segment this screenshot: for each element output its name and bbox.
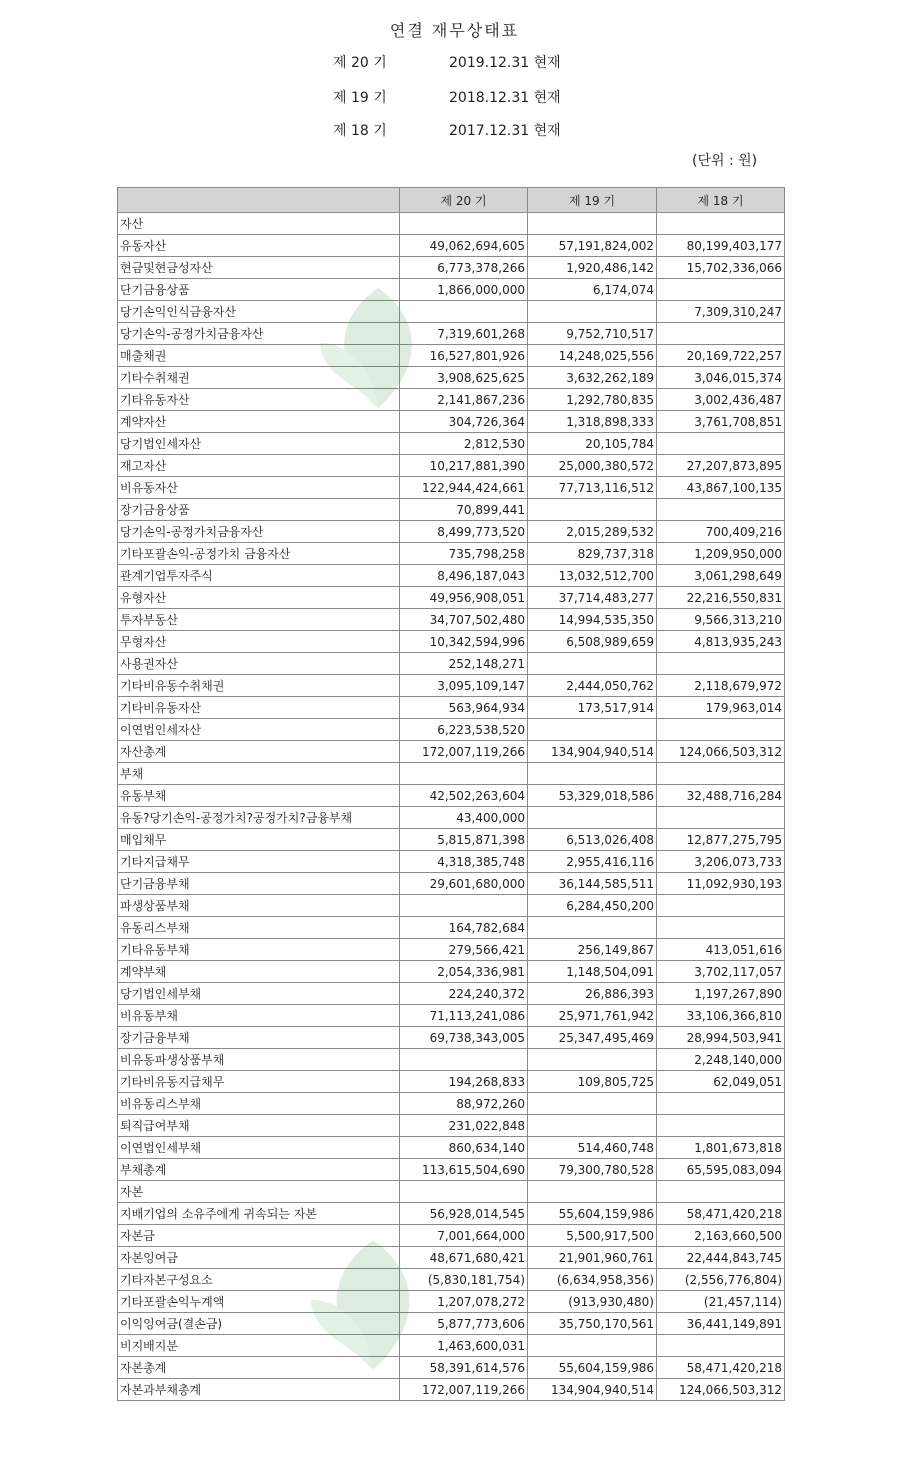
value-fy19 — [528, 301, 657, 323]
value-fy18: 3,061,298,649 — [657, 565, 785, 587]
value-fy18: 22,216,550,831 — [657, 587, 785, 609]
value-fy18: 22,444,843,745 — [657, 1247, 785, 1269]
value-fy19: 25,000,380,572 — [528, 455, 657, 477]
value-fy20: 49,062,694,605 — [400, 235, 528, 257]
value-fy19 — [528, 653, 657, 675]
column-header: 제 18 기 — [657, 188, 785, 213]
table-row — [118, 785, 785, 807]
period-label: 제 20 기 — [333, 55, 387, 71]
table-row — [118, 1137, 785, 1159]
row-label: 유동자산 — [118, 235, 400, 257]
value-fy20: 7,001,664,000 — [400, 1225, 528, 1247]
table-row — [118, 961, 785, 983]
row-label: 자본과부채총계 — [118, 1379, 400, 1401]
row-label: 자본총계 — [118, 1357, 400, 1379]
value-fy20: 8,499,773,520 — [400, 521, 528, 543]
period-date: 2017.12.31 현재 — [449, 123, 561, 139]
value-fy18: 12,877,275,795 — [657, 829, 785, 851]
table-row — [118, 433, 785, 455]
value-fy18: 11,092,930,193 — [657, 873, 785, 895]
value-fy19: 2,015,289,532 — [528, 521, 657, 543]
table-row — [118, 1225, 785, 1247]
table-row — [118, 565, 785, 587]
row-label: 퇴직급여부채 — [118, 1115, 400, 1137]
value-fy19: 79,300,780,528 — [528, 1159, 657, 1181]
value-fy19 — [528, 719, 657, 741]
value-fy20: 113,615,504,690 — [400, 1159, 528, 1181]
value-fy18: 2,248,140,000 — [657, 1049, 785, 1071]
value-fy19: 55,604,159,986 — [528, 1357, 657, 1379]
value-fy20: 1,866,000,000 — [400, 279, 528, 301]
table-row — [118, 1159, 785, 1181]
table-row — [118, 389, 785, 411]
value-fy20: 42,502,263,604 — [400, 785, 528, 807]
row-label: 부채총계 — [118, 1159, 400, 1181]
value-fy20: 3,095,109,147 — [400, 675, 528, 697]
value-fy18: 3,761,708,851 — [657, 411, 785, 433]
value-fy19: 37,714,483,277 — [528, 587, 657, 609]
value-fy18: 413,051,616 — [657, 939, 785, 961]
value-fy19: 5,500,917,500 — [528, 1225, 657, 1247]
value-fy18: 124,066,503,312 — [657, 1379, 785, 1401]
period-label: 제 18 기 — [333, 123, 387, 139]
value-fy18: 65,595,083,094 — [657, 1159, 785, 1181]
table-row — [118, 917, 785, 939]
value-fy19: 1,318,898,333 — [528, 411, 657, 433]
row-label: 기타유동부채 — [118, 939, 400, 961]
value-fy20: 49,956,908,051 — [400, 587, 528, 609]
value-fy20: 1,207,078,272 — [400, 1291, 528, 1313]
value-fy19 — [528, 807, 657, 829]
value-fy20: 48,671,680,421 — [400, 1247, 528, 1269]
table-row — [118, 367, 785, 389]
value-fy20: 735,798,258 — [400, 543, 528, 565]
value-fy19: (913,930,480) — [528, 1291, 657, 1313]
table-row — [118, 323, 785, 345]
table-row — [118, 653, 785, 675]
value-fy18: 4,813,935,243 — [657, 631, 785, 653]
row-label: 기타자본구성요소 — [118, 1269, 400, 1291]
table-row — [118, 807, 785, 829]
value-fy19 — [528, 1093, 657, 1115]
row-label: 이연법인세부채 — [118, 1137, 400, 1159]
row-label: 장기금융상품 — [118, 499, 400, 521]
table-row — [118, 1093, 785, 1115]
table-row — [118, 279, 785, 301]
value-fy20: 563,964,934 — [400, 697, 528, 719]
value-fy19: 25,971,761,942 — [528, 1005, 657, 1027]
table-body — [118, 213, 785, 1401]
column-header — [118, 188, 400, 213]
value-fy20: 56,928,014,545 — [400, 1203, 528, 1225]
value-fy20: 194,268,833 — [400, 1071, 528, 1093]
value-fy20: 88,972,260 — [400, 1093, 528, 1115]
row-label: 매출채권 — [118, 345, 400, 367]
value-fy19: 134,904,940,514 — [528, 741, 657, 763]
table-row — [118, 983, 785, 1005]
table-row — [118, 235, 785, 257]
value-fy20: (5,830,181,754) — [400, 1269, 528, 1291]
table-row — [118, 1357, 785, 1379]
row-label: 무형자산 — [118, 631, 400, 653]
value-fy20: 1,463,600,031 — [400, 1335, 528, 1357]
row-label: 계약부채 — [118, 961, 400, 983]
value-fy18 — [657, 1093, 785, 1115]
value-fy18: 58,471,420,218 — [657, 1357, 785, 1379]
table-row — [118, 1247, 785, 1269]
row-label: 파생상품부채 — [118, 895, 400, 917]
value-fy18: 43,867,100,135 — [657, 477, 785, 499]
row-label: 유동리스부채 — [118, 917, 400, 939]
table-row — [118, 609, 785, 631]
value-fy19: (6,634,958,356) — [528, 1269, 657, 1291]
row-label: 기타비유동지급채무 — [118, 1071, 400, 1093]
table-row — [118, 631, 785, 653]
row-label: 자본잉여금 — [118, 1247, 400, 1269]
value-fy19: 55,604,159,986 — [528, 1203, 657, 1225]
row-label: 유동?당기손익-공정가치?공정가치?금융부채 — [118, 807, 400, 829]
value-fy19: 6,513,026,408 — [528, 829, 657, 851]
value-fy18: 20,169,722,257 — [657, 345, 785, 367]
value-fy20: 7,319,601,268 — [400, 323, 528, 345]
value-fy20: 2,812,530 — [400, 433, 528, 455]
value-fy20: 224,240,372 — [400, 983, 528, 1005]
value-fy18 — [657, 213, 785, 235]
value-fy18: 9,566,313,210 — [657, 609, 785, 631]
row-label: 지배기업의 소유주에게 귀속되는 자본 — [118, 1203, 400, 1225]
table-row — [118, 411, 785, 433]
balance-sheet-table — [117, 187, 785, 1401]
value-fy19 — [528, 499, 657, 521]
value-fy18: (21,457,114) — [657, 1291, 785, 1313]
period-line — [333, 120, 561, 140]
value-fy18: 28,994,503,941 — [657, 1027, 785, 1049]
table-row — [118, 1291, 785, 1313]
value-fy18: 1,801,673,818 — [657, 1137, 785, 1159]
value-fy20: 172,007,119,266 — [400, 1379, 528, 1401]
value-fy20 — [400, 895, 528, 917]
value-fy18 — [657, 917, 785, 939]
table-row — [118, 719, 785, 741]
value-fy19 — [528, 1335, 657, 1357]
value-fy19 — [528, 1181, 657, 1203]
column-header: 제 20 기 — [400, 188, 528, 213]
value-fy20: 231,022,848 — [400, 1115, 528, 1137]
value-fy20: 279,566,421 — [400, 939, 528, 961]
value-fy20 — [400, 1181, 528, 1203]
period-date: 2019.12.31 현재 — [449, 55, 561, 71]
value-fy20 — [400, 301, 528, 323]
value-fy19: 36,144,585,511 — [528, 873, 657, 895]
row-label: 기타포괄손익-공정가치 금융자산 — [118, 543, 400, 565]
table-row — [118, 939, 785, 961]
value-fy18: 3,046,015,374 — [657, 367, 785, 389]
value-fy20: 252,148,271 — [400, 653, 528, 675]
table-row — [118, 1269, 785, 1291]
value-fy18: 3,702,117,057 — [657, 961, 785, 983]
table-row — [118, 697, 785, 719]
value-fy18: 179,963,014 — [657, 697, 785, 719]
row-label: 매입채무 — [118, 829, 400, 851]
row-label: 현금및현금성자산 — [118, 257, 400, 279]
value-fy19: 1,920,486,142 — [528, 257, 657, 279]
row-label: 자본금 — [118, 1225, 400, 1247]
value-fy18: 1,209,950,000 — [657, 543, 785, 565]
value-fy18: 62,049,051 — [657, 1071, 785, 1093]
value-fy18: 27,207,873,895 — [657, 455, 785, 477]
value-fy18 — [657, 653, 785, 675]
row-label: 단기금융부채 — [118, 873, 400, 895]
value-fy20: 164,782,684 — [400, 917, 528, 939]
value-fy20: 71,113,241,086 — [400, 1005, 528, 1027]
value-fy20: 2,054,336,981 — [400, 961, 528, 983]
value-fy18: 7,309,310,247 — [657, 301, 785, 323]
table-row — [118, 213, 785, 235]
value-fy19: 77,713,116,512 — [528, 477, 657, 499]
value-fy19: 53,329,018,586 — [528, 785, 657, 807]
table-row — [118, 499, 785, 521]
value-fy18: 32,488,716,284 — [657, 785, 785, 807]
table-row — [118, 851, 785, 873]
row-label: 당기손익-공정가치금융자산 — [118, 323, 400, 345]
table-row — [118, 345, 785, 367]
row-label: 기타지급채무 — [118, 851, 400, 873]
row-label: 비유동부채 — [118, 1005, 400, 1027]
row-label: 기타수취채권 — [118, 367, 400, 389]
value-fy19: 1,292,780,835 — [528, 389, 657, 411]
value-fy18: 58,471,420,218 — [657, 1203, 785, 1225]
table-row — [118, 675, 785, 697]
value-fy18: 36,441,149,891 — [657, 1313, 785, 1335]
row-label: 기타포괄손익누계액 — [118, 1291, 400, 1313]
row-label: 유동부채 — [118, 785, 400, 807]
value-fy19: 6,174,074 — [528, 279, 657, 301]
table-row — [118, 477, 785, 499]
value-fy18 — [657, 807, 785, 829]
row-label: 당기법인세부채 — [118, 983, 400, 1005]
value-fy19: 14,248,025,556 — [528, 345, 657, 367]
value-fy20 — [400, 213, 528, 235]
row-label: 당기법인세자산 — [118, 433, 400, 455]
table-row — [118, 1071, 785, 1093]
value-fy19: 256,149,867 — [528, 939, 657, 961]
value-fy20: 5,877,773,606 — [400, 1313, 528, 1335]
table-row — [118, 587, 785, 609]
table-row — [118, 1181, 785, 1203]
value-fy19: 173,517,914 — [528, 697, 657, 719]
table-row — [118, 763, 785, 785]
value-fy19: 829,737,318 — [528, 543, 657, 565]
value-fy19: 26,886,393 — [528, 983, 657, 1005]
value-fy19 — [528, 213, 657, 235]
value-fy19: 3,632,262,189 — [528, 367, 657, 389]
row-label: 기타비유동수취채권 — [118, 675, 400, 697]
value-fy19: 1,148,504,091 — [528, 961, 657, 983]
row-label: 사용권자산 — [118, 653, 400, 675]
value-fy20: 6,223,538,520 — [400, 719, 528, 741]
value-fy18 — [657, 433, 785, 455]
table-row — [118, 1049, 785, 1071]
value-fy20 — [400, 1049, 528, 1071]
row-label: 장기금융부채 — [118, 1027, 400, 1049]
row-label: 투자부동산 — [118, 609, 400, 631]
row-label: 비유동자산 — [118, 477, 400, 499]
value-fy19 — [528, 1115, 657, 1137]
value-fy18 — [657, 719, 785, 741]
value-fy18: 2,163,660,500 — [657, 1225, 785, 1247]
table-header-row — [118, 188, 785, 213]
value-fy19: 2,955,416,116 — [528, 851, 657, 873]
table-row — [118, 1115, 785, 1137]
table-row — [118, 741, 785, 763]
row-label: 단기금융상품 — [118, 279, 400, 301]
value-fy20: 34,707,502,480 — [400, 609, 528, 631]
value-fy18: 124,066,503,312 — [657, 741, 785, 763]
value-fy19: 6,508,989,659 — [528, 631, 657, 653]
value-fy18 — [657, 1181, 785, 1203]
value-fy18 — [657, 279, 785, 301]
value-fy20: 10,342,594,996 — [400, 631, 528, 653]
unit-label: (단위 : 원) — [692, 153, 758, 169]
row-label: 이연법인세자산 — [118, 719, 400, 741]
value-fy20: 172,007,119,266 — [400, 741, 528, 763]
value-fy18: 33,106,366,810 — [657, 1005, 785, 1027]
value-fy18 — [657, 1335, 785, 1357]
value-fy19: 134,904,940,514 — [528, 1379, 657, 1401]
value-fy20: 58,391,614,576 — [400, 1357, 528, 1379]
value-fy18 — [657, 323, 785, 345]
value-fy18: 15,702,336,066 — [657, 257, 785, 279]
value-fy20: 304,726,364 — [400, 411, 528, 433]
value-fy20: 70,899,441 — [400, 499, 528, 521]
value-fy20: 69,738,343,005 — [400, 1027, 528, 1049]
row-label: 이익잉여금(결손금) — [118, 1313, 400, 1335]
value-fy20: 4,318,385,748 — [400, 851, 528, 873]
row-label: 비유동파생상품부채 — [118, 1049, 400, 1071]
table-row — [118, 1005, 785, 1027]
value-fy19 — [528, 917, 657, 939]
period-line — [333, 87, 561, 107]
table-row — [118, 1027, 785, 1049]
value-fy18: 1,197,267,890 — [657, 983, 785, 1005]
value-fy20: 16,527,801,926 — [400, 345, 528, 367]
value-fy18: (2,556,776,804) — [657, 1269, 785, 1291]
value-fy18: 700,409,216 — [657, 521, 785, 543]
period-label: 제 19 기 — [333, 90, 387, 106]
table-row — [118, 521, 785, 543]
value-fy20 — [400, 763, 528, 785]
row-label: 계약자산 — [118, 411, 400, 433]
row-label: 자산 — [118, 213, 400, 235]
value-fy19: 6,284,450,200 — [528, 895, 657, 917]
value-fy19 — [528, 1049, 657, 1071]
value-fy19: 9,752,710,517 — [528, 323, 657, 345]
row-label: 자산총계 — [118, 741, 400, 763]
table-row — [118, 1379, 785, 1401]
period-line — [333, 52, 561, 72]
value-fy18 — [657, 1115, 785, 1137]
value-fy18 — [657, 895, 785, 917]
table-row — [118, 1203, 785, 1225]
value-fy20: 29,601,680,000 — [400, 873, 528, 895]
value-fy20: 5,815,871,398 — [400, 829, 528, 851]
table-row — [118, 873, 785, 895]
value-fy18: 3,002,436,487 — [657, 389, 785, 411]
row-label: 관계기업투자주식 — [118, 565, 400, 587]
value-fy18: 2,118,679,972 — [657, 675, 785, 697]
value-fy20: 2,141,867,236 — [400, 389, 528, 411]
table-row — [118, 829, 785, 851]
row-label: 기타유동자산 — [118, 389, 400, 411]
value-fy19: 21,901,960,761 — [528, 1247, 657, 1269]
value-fy20: 8,496,187,043 — [400, 565, 528, 587]
row-label: 당기손익-공정가치금융자산 — [118, 521, 400, 543]
table-row — [118, 1335, 785, 1357]
row-label: 자본 — [118, 1181, 400, 1203]
value-fy20: 122,944,424,661 — [400, 477, 528, 499]
value-fy19: 2,444,050,762 — [528, 675, 657, 697]
period-date: 2018.12.31 현재 — [449, 90, 561, 106]
document-title: 연결 재무상태표 — [389, 21, 520, 40]
row-label: 비지배지분 — [118, 1335, 400, 1357]
value-fy19: 14,994,535,350 — [528, 609, 657, 631]
value-fy19: 13,032,512,700 — [528, 565, 657, 587]
value-fy18 — [657, 763, 785, 785]
value-fy19 — [528, 763, 657, 785]
value-fy20: 6,773,378,266 — [400, 257, 528, 279]
value-fy19: 35,750,170,561 — [528, 1313, 657, 1335]
column-header: 제 19 기 — [528, 188, 657, 213]
value-fy19: 109,805,725 — [528, 1071, 657, 1093]
row-label: 당기손익인식금융자산 — [118, 301, 400, 323]
value-fy19: 20,105,784 — [528, 433, 657, 455]
row-label: 부채 — [118, 763, 400, 785]
value-fy20: 43,400,000 — [400, 807, 528, 829]
value-fy19: 57,191,824,002 — [528, 235, 657, 257]
row-label: 재고자산 — [118, 455, 400, 477]
table-row — [118, 895, 785, 917]
value-fy18: 3,206,073,733 — [657, 851, 785, 873]
row-label: 비유동리스부채 — [118, 1093, 400, 1115]
value-fy19: 25,347,495,469 — [528, 1027, 657, 1049]
table-row — [118, 257, 785, 279]
table-row — [118, 301, 785, 323]
value-fy20: 860,634,140 — [400, 1137, 528, 1159]
value-fy18 — [657, 499, 785, 521]
table-row — [118, 543, 785, 565]
value-fy19: 514,460,748 — [528, 1137, 657, 1159]
row-label: 유형자산 — [118, 587, 400, 609]
row-label: 기타비유동자산 — [118, 697, 400, 719]
table-row — [118, 455, 785, 477]
value-fy18: 80,199,403,177 — [657, 235, 785, 257]
value-fy20: 10,217,881,390 — [400, 455, 528, 477]
table-row — [118, 1313, 785, 1335]
value-fy20: 3,908,625,625 — [400, 367, 528, 389]
